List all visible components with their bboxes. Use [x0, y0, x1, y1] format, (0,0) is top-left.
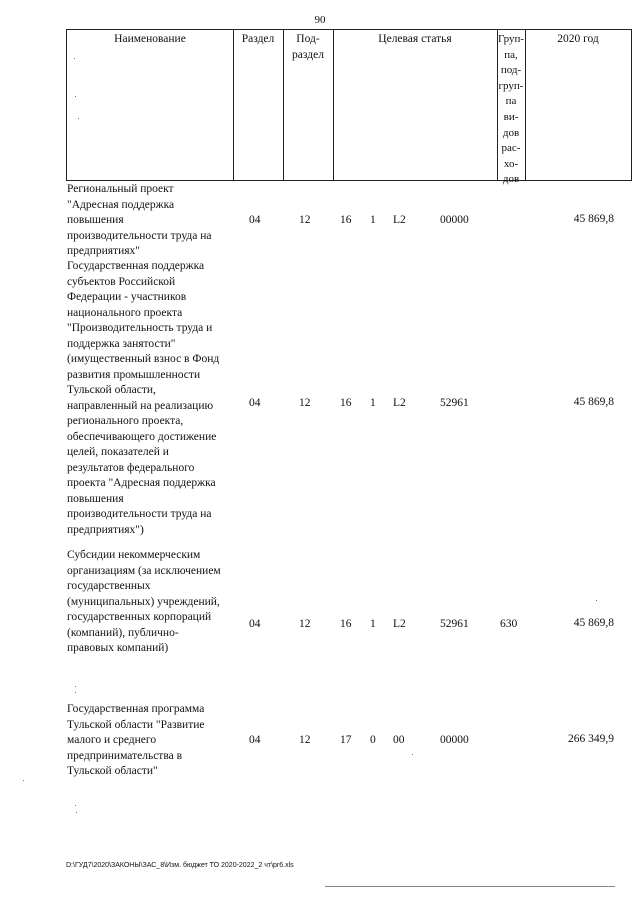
- row-podrazdel: 12: [299, 618, 311, 630]
- header-group-line: Груп-: [497, 33, 525, 45]
- row-name: [67, 548, 239, 657]
- row-name-line: субъектов Российской: [67, 275, 176, 288]
- row-name-line: развития промышленности: [67, 368, 201, 381]
- column-divider: [233, 30, 234, 180]
- row-podrazdel: 12: [299, 734, 311, 746]
- header-name: Наименование: [114, 33, 186, 45]
- header-group-line: под-: [500, 64, 522, 77]
- row-name-line: Государственная программа: [67, 703, 205, 715]
- row-amount: 45 869,8: [573, 213, 614, 225]
- row-target-1: 16: [340, 397, 352, 409]
- row-name-line: Федерации - участников: [67, 291, 187, 303]
- row-name-line: "Адресная поддержка: [67, 198, 175, 211]
- row-name-line: повышения: [67, 492, 124, 505]
- header-group-line: па,: [504, 48, 518, 61]
- row-name-line: предприятиях"): [67, 523, 144, 536]
- row-name-line: целей, показателей и: [67, 446, 169, 458]
- header-group-line: дов: [502, 173, 520, 186]
- row-name-line: направленный на реализацию: [67, 399, 214, 412]
- row-name-line: производительности труда на: [67, 508, 212, 520]
- row-target-3: L2: [393, 618, 406, 630]
- scan-speck: [74, 58, 75, 59]
- row-target-1: 16: [340, 214, 352, 226]
- row-target-3: 00: [393, 734, 405, 746]
- row-name-line: национального проекта: [67, 306, 183, 319]
- row-name-line: Тульской области,: [67, 384, 156, 396]
- row-target-2: 1: [370, 397, 376, 409]
- row-podrazdel: 12: [299, 214, 311, 226]
- page-number: 90: [314, 14, 326, 26]
- row-podrazdel: 12: [299, 397, 311, 409]
- header-subsection: [283, 32, 333, 63]
- row-target-2: 1: [370, 618, 376, 630]
- row-target-4: 00000: [440, 214, 469, 226]
- scan-speck: [75, 96, 76, 97]
- scan-speck: [75, 805, 76, 806]
- row-razdel: 04: [249, 214, 261, 226]
- header-group-line: дов: [502, 126, 520, 139]
- row-name: [67, 182, 239, 260]
- row-razdel: 04: [249, 397, 261, 409]
- row-target-3: L2: [393, 397, 406, 409]
- row-target-2: 1: [370, 214, 376, 226]
- row-razdel: 04: [249, 734, 261, 746]
- row-name-line: проекта "Адресная поддержка: [67, 477, 216, 489]
- row-amount: 45 869,8: [573, 396, 614, 408]
- header-subsection-line: Под-: [296, 33, 320, 45]
- column-divider: [333, 30, 334, 180]
- row-name-line: малого и среднего: [67, 734, 157, 746]
- scan-speck: [76, 812, 77, 813]
- row-target-4: 52961: [440, 397, 469, 409]
- scan-speck: [78, 118, 79, 119]
- header-subsection-line: раздел: [292, 48, 324, 61]
- scan-speck: [75, 692, 76, 693]
- header-group-line: хо-: [503, 157, 519, 170]
- row-target-2: 0: [370, 734, 376, 746]
- table-header: [66, 29, 632, 186]
- row-name-line: повышения: [67, 214, 124, 226]
- row-razdel: 04: [249, 618, 261, 630]
- scan-speck: [23, 780, 24, 781]
- header-group: [497, 32, 525, 188]
- row-name-line: (компаний), публично-: [67, 626, 179, 639]
- row-name-line: Региональный проект: [67, 183, 174, 195]
- row-name-line: Государственная поддержка: [67, 260, 205, 272]
- row-name-line: регионального проекта,: [67, 415, 184, 427]
- row-name-line: (имущественный взнос в Фонд: [67, 353, 220, 365]
- row-name-line: предпринимательства в: [67, 749, 183, 762]
- scan-speck: [75, 686, 76, 687]
- row-group: 630: [500, 618, 518, 630]
- row-name-line: результатов федерального: [67, 461, 195, 474]
- row-name-line: государственных корпораций: [67, 611, 212, 623]
- header-group-line: па ви-: [503, 95, 519, 123]
- scan-speck: [596, 600, 597, 601]
- header-target-article: Целевая статья: [378, 33, 452, 45]
- row-target-3: L2: [393, 214, 406, 226]
- row-name-line: (муниципальных) учреждений,: [67, 595, 220, 608]
- row-target-1: 17: [340, 734, 352, 746]
- row-target-4: 52961: [440, 618, 469, 630]
- row-amount: 266 349,9: [568, 733, 614, 745]
- row-name-line: поддержка занятости": [67, 337, 176, 350]
- row-name-line: правовых компаний): [67, 642, 169, 654]
- row-target-4: 00000: [440, 734, 469, 746]
- row-name-line: организациям (за исключением: [67, 564, 221, 577]
- row-target-1: 16: [340, 618, 352, 630]
- footer-divider: [325, 886, 615, 887]
- row-name: [67, 702, 239, 780]
- column-divider: [525, 30, 526, 180]
- footer-file-path: D:\ГУД7\2020\ЗАКОНЫ\ЗАС_8\Изм. бюджет ТО 2020-2022_2 чт\pr6.xls: [66, 862, 294, 869]
- scan-speck: [412, 754, 413, 755]
- row-amount: 45 869,8: [573, 617, 614, 629]
- row-name-line: предприятиях": [67, 245, 140, 257]
- header-group-line: рас-: [501, 142, 521, 155]
- header-year: 2020 год: [557, 33, 599, 45]
- header-section: Раздел: [241, 33, 275, 45]
- header-group-line: груп-: [498, 79, 524, 92]
- row-name-line: "Производительность труда и: [67, 322, 213, 334]
- row-name-line: Субсидии некоммерческим: [67, 549, 201, 561]
- row-name: [67, 259, 239, 538]
- row-name-line: обеспечивающего достижение: [67, 430, 217, 443]
- row-name-line: производительности труда на: [67, 229, 212, 242]
- row-name-line: Тульской области": [67, 765, 158, 777]
- row-name-line: Тульской области "Развитие: [67, 718, 205, 731]
- row-name-line: государственных: [67, 580, 151, 592]
